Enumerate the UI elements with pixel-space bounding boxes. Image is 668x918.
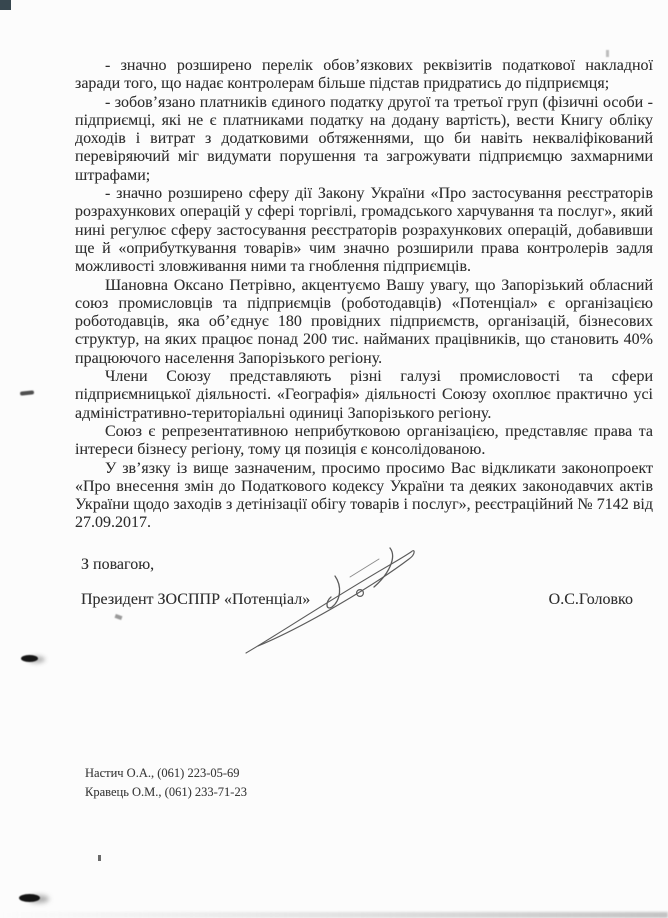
contact-line: Настич О.А., (061) 223-05-69 [85, 766, 240, 780]
scan-artifact-corner-mark [0, 0, 11, 10]
handwritten-signature [238, 546, 420, 664]
body-paragraph: Шановна Оксано Петрівно, акцентуємо Вашу увагу, що Запорізький обласний союз промисловців та підприємців (роботодавців) «Потенціал» є організацією роботодавців, яка об’єднує 180 провідних підприємств, організацій, бізнесових структур, на яких працює понад 200 тис. найманих працівників, що становить 40% працюючого населення Запорізького регіону. [75, 276, 653, 367]
signer-name: О.С.Головко [548, 591, 633, 608]
scan-artifact-left-dash [20, 390, 34, 395]
scan-artifact-speck-under-title [115, 614, 123, 620]
body-paragraph: - значно розширено сферу дії Закону України «Про застосування реєстраторів розрахункових операцій у сфері торгівлі, громадського харчування та послуг», який нині регулює сферу застосування реєстраторів розрахункових операцій, добавивши ще й «оприбуткування товарів» чим значно розширили права контролерів задля можливості зловживання ними та гноблення підприємців. [75, 185, 653, 276]
letter-body [75, 57, 653, 533]
scan-artifact-left-blob-middle [21, 655, 38, 662]
signer-title: Президент ЗОСППР «Потенціал» [81, 591, 311, 608]
body-paragraph: Члени Союзу представляють різні галузі промисловості та сфери підприємницької діяльності. «Географія» діяльності Союзу охоплює практично усі адміністративно-територіальні одиниці Запорізького регіону. [75, 368, 653, 422]
body-paragraph: - зобов’язано платників єдиного податку другої та третьої груп (фізичні особи - підприємці, які не є платниками податку на додану вартість), вести Книгу обліку доходів і витрат з додатковими обтяженнями, що би навіть некваліфікований перевіряючий міг видумати порушення та загрожувати підприємцю захмарними штрафами; [75, 93, 653, 184]
footer-contacts [85, 764, 247, 801]
scan-artifact-left-blob-bottom [19, 894, 40, 902]
body-paragraph: Союз є репрезентативною неприбутковою організацією, представляє права та інтереси бізнесу регіону, тому ця позиція є консолідованою. [75, 422, 653, 459]
scan-artifact-bottom-shadow [0, 912, 668, 918]
scan-artifact-speck-bottom [98, 855, 101, 861]
closing-salutation: З повагою, [81, 556, 155, 573]
scan-artifact-speck-top-right [606, 50, 609, 57]
body-paragraph: У зв’язку із вище зазначеним, просимо просимо Вас відкликати законопроект «Про внесення змін до Податкового кодексу України та деяких законодавчих актів України щодо заходів з детінізації обігу товарів і послуг», реєстраційний № 7142 від 27.09.2017. [75, 459, 653, 532]
body-paragraph: - значно розширено перелік обов’язкових реквізитів податкової накладної заради того, що надає контролерам більше підстав придратись до підприємця; [75, 57, 653, 93]
contact-line: Кравець О.М., (061) 233-71-23 [85, 784, 247, 799]
